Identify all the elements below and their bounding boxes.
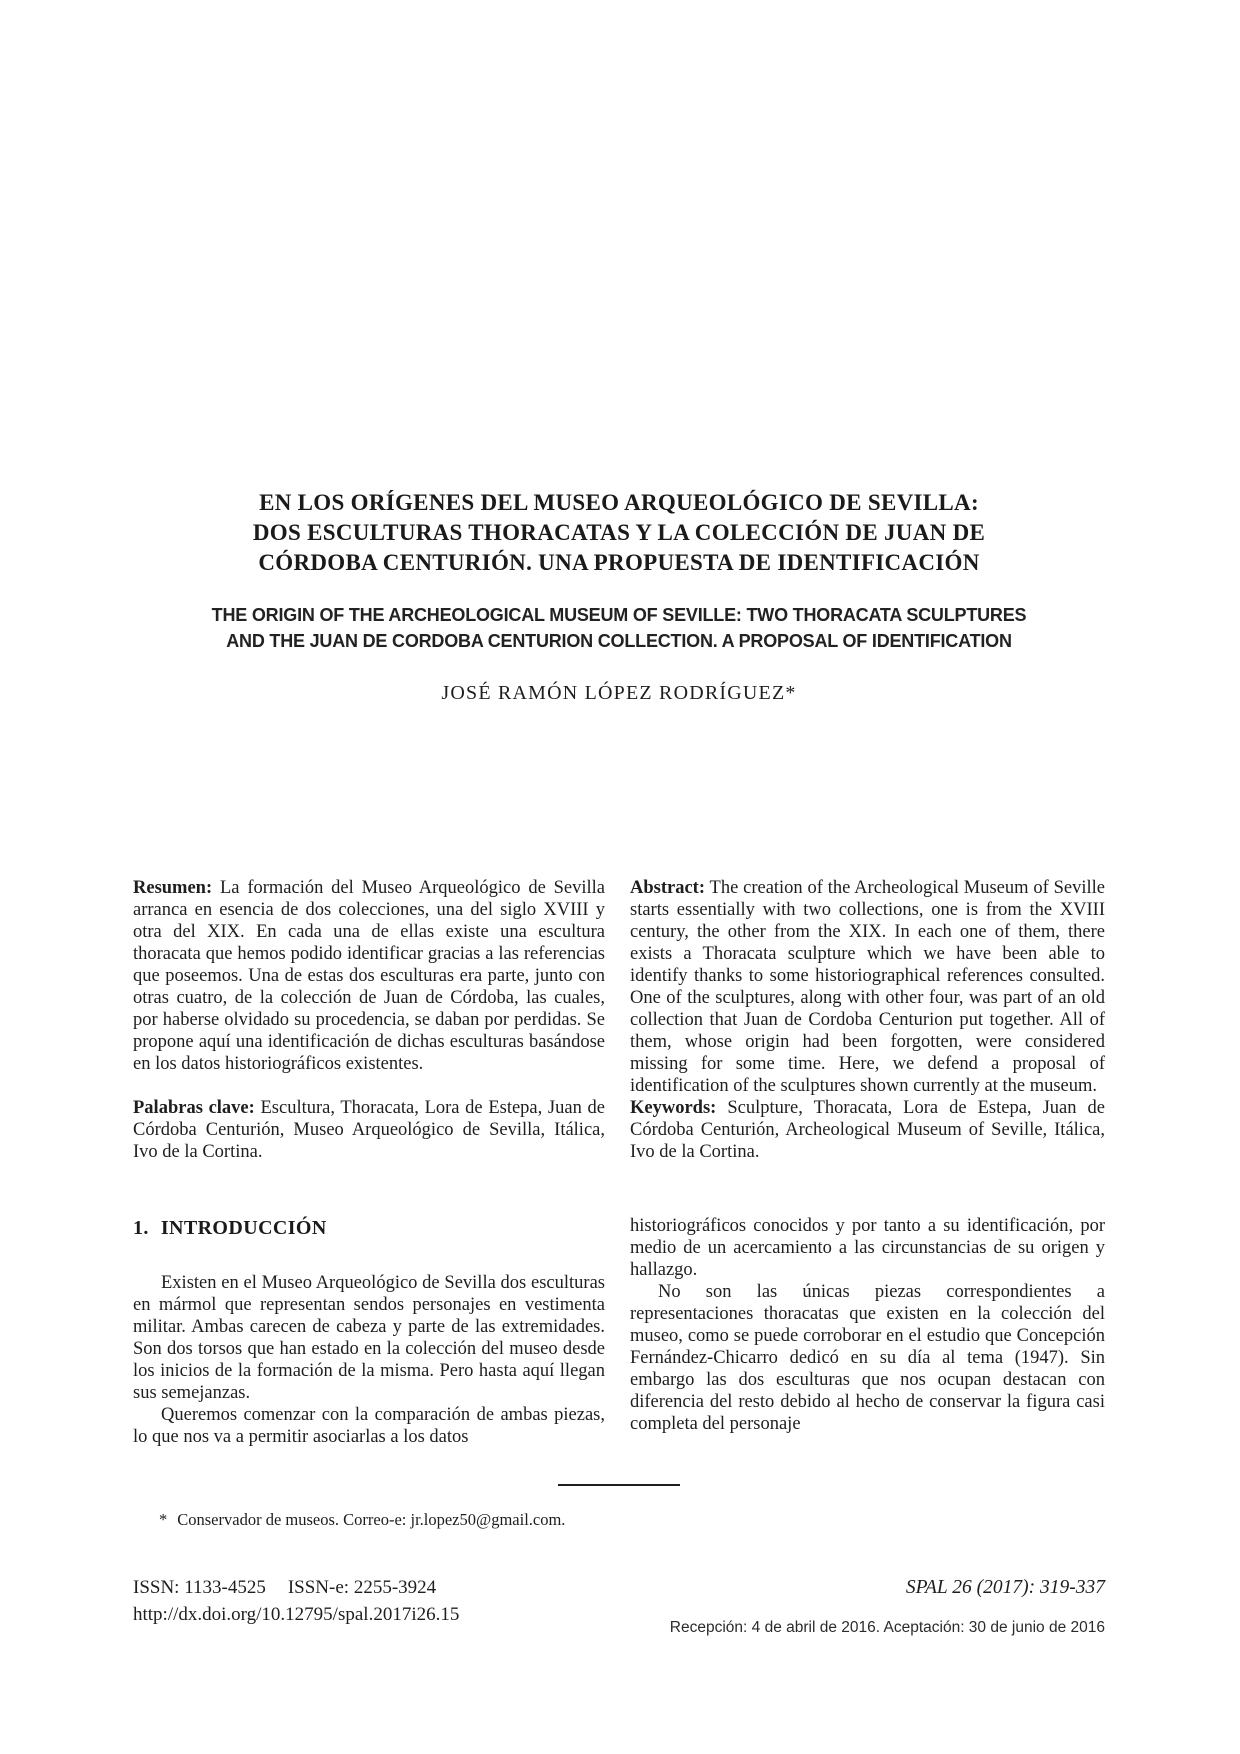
keywords-text: Sculpture, Thoracata, Lora de Estepa, Juan de Córdoba Centurión, Archeological Museum of Seville, Itálica, Ivo de la Cortina.	[630, 1098, 1105, 1162]
footnote-marker: *	[159, 1510, 168, 1529]
abstract-paragraph	[630, 877, 1105, 1097]
resumen-text: La formación del Museo Arqueológico de Sevilla arranca en esencia de dos colecciones, una del siglo XVIII y otra del XIX. En cada una de ellas existe una escultura thoracata que hemos podido identificar gracias a las referencias que poseemos. Una de estas dos esculturas era parte, junto con otras cuatro, de la colección de Juan de Córdoba, las cuales, por haberse olvidado su procedencia, se daban por perdidas. Se propone aquí una identificación de dichas esculturas basándose en los datos historiográficos existentes.	[133, 878, 605, 1074]
resumen-paragraph	[133, 877, 605, 1075]
doi-line: http://dx.doi.org/10.12795/spal.2017i26.15	[133, 1604, 460, 1625]
keywords-paragraph	[630, 1097, 1105, 1163]
title-es-line-3: CÓRDOBA CENTURIÓN. UNA PROPUESTA DE IDENTIFICACIÓN	[258, 550, 980, 575]
body-left-column	[133, 1215, 605, 1448]
section-heading-introduccion	[133, 1217, 605, 1240]
title-es-line-2: DOS ESCULTURAS THORACATAS Y LA COLECCIÓN DE JUAN DE	[252, 520, 986, 545]
body-right-column	[630, 1215, 1105, 1448]
section-title: INTRODUCCIÓN	[160, 1217, 327, 1239]
title-en-line-1: THE ORIGIN OF THE ARCHEOLOGICAL MUSEUM OF SEVILLE: TWO THORACATA SCULPTURES	[211, 605, 1027, 625]
issn-electronic: ISSN-e: 2255-3924	[287, 1577, 437, 1598]
resumen-label: Resumen:	[133, 878, 213, 898]
article-title-en	[133, 602, 1105, 654]
author-name: JOSÉ RAMÓN LÓPEZ RODRÍGUEZ*	[441, 682, 797, 704]
journal-reference: SPAL 26 (2017): 319-337	[905, 1577, 1105, 1598]
palabras-clave-text: Escultura, Thoracata, Lora de Estepa, Juan de Córdoba Centurión, Museo Arqueológico de Sevilla, Itálica, Ivo de la Cortina.	[133, 1098, 605, 1162]
issn-print: ISSN: 1133-4525	[133, 1577, 266, 1598]
intro-paragraph-continuation: historiográficos conocidos y por tanto a su identificación, por medio de un acercamiento a las circunstancias de su origen y hallazgo.	[630, 1216, 1105, 1280]
page-footer	[133, 1574, 1105, 1637]
palabras-clave-label: Palabras clave:	[133, 1098, 255, 1118]
introduction-section	[133, 1215, 1105, 1448]
author-footnote	[133, 1510, 1105, 1530]
issn-line	[133, 1574, 459, 1601]
article-title-es	[133, 488, 1105, 578]
abstract-text: The creation of the Archeological Museum of Seville starts essentially with two collections, one is from the XVIII century, the other from the XIX. In each one of them, there exists a Thoracata sculpture which we have been able to identify thanks to some historiographical references consulted. One of the sculptures, along with other four, was part of an old collection that Juan de Cordoba Centurion put together. All of them, whose origin had been forgotten, were considered missing for some time. Here, we defend a proposal of identification of the sculptures shown currently at the museum.	[630, 878, 1105, 1096]
abstract-column	[630, 877, 1105, 1163]
intro-paragraph-3: No son las únicas piezas correspondientes a representaciones thoracatas que existen en la colección del museo, como se puede corroborar en el estudio que Concepción Fernández-Chicarro dedicó en su día al tema (1947). Sin embargo las dos esculturas que nos ocupan destacan con diferencia del resto debido al hecho de conservar la figura casi completa del personaje	[630, 1282, 1105, 1434]
keywords-label: Keywords:	[630, 1098, 717, 1118]
section-number: 1.	[133, 1217, 149, 1239]
abstract-label: Abstract:	[630, 878, 706, 898]
resumen-column	[133, 877, 605, 1163]
footer-left	[133, 1574, 459, 1628]
title-en-line-2: AND THE JUAN DE CORDOBA CENTURION COLLECTION. A PROPOSAL OF IDENTIFICATION	[226, 631, 1012, 651]
palabras-clave-paragraph	[133, 1097, 605, 1163]
reception-dates: Recepción: 4 de abril de 2016. Aceptación: 30 de junio de 2016	[669, 1619, 1105, 1636]
footnote-divider	[558, 1484, 680, 1486]
footnote-text: Conservador de museos. Correo-e: jr.lopez50@gmail.com.	[177, 1510, 566, 1529]
intro-paragraph-2: Queremos comenzar con la comparación de ambas piezas, lo que nos va a permitir asociarlas a los datos	[133, 1405, 605, 1447]
abstract-section	[133, 877, 1105, 1163]
title-es-line-1: EN LOS ORÍGENES DEL MUSEO ARQUEOLÓGICO DE SEVILLA:	[259, 490, 979, 515]
footer-right	[670, 1574, 1105, 1637]
intro-paragraph-1: Existen en el Museo Arqueológico de Sevilla dos esculturas en mármol que representan sendos personajes en vestimenta militar. Ambas carecen de cabeza y parte de las extremidades. Son dos torsos que han estado en la colección del museo desde los inicios de la formación de la misma. Pero hasta aquí llegan sus semejanzas.	[133, 1273, 605, 1403]
